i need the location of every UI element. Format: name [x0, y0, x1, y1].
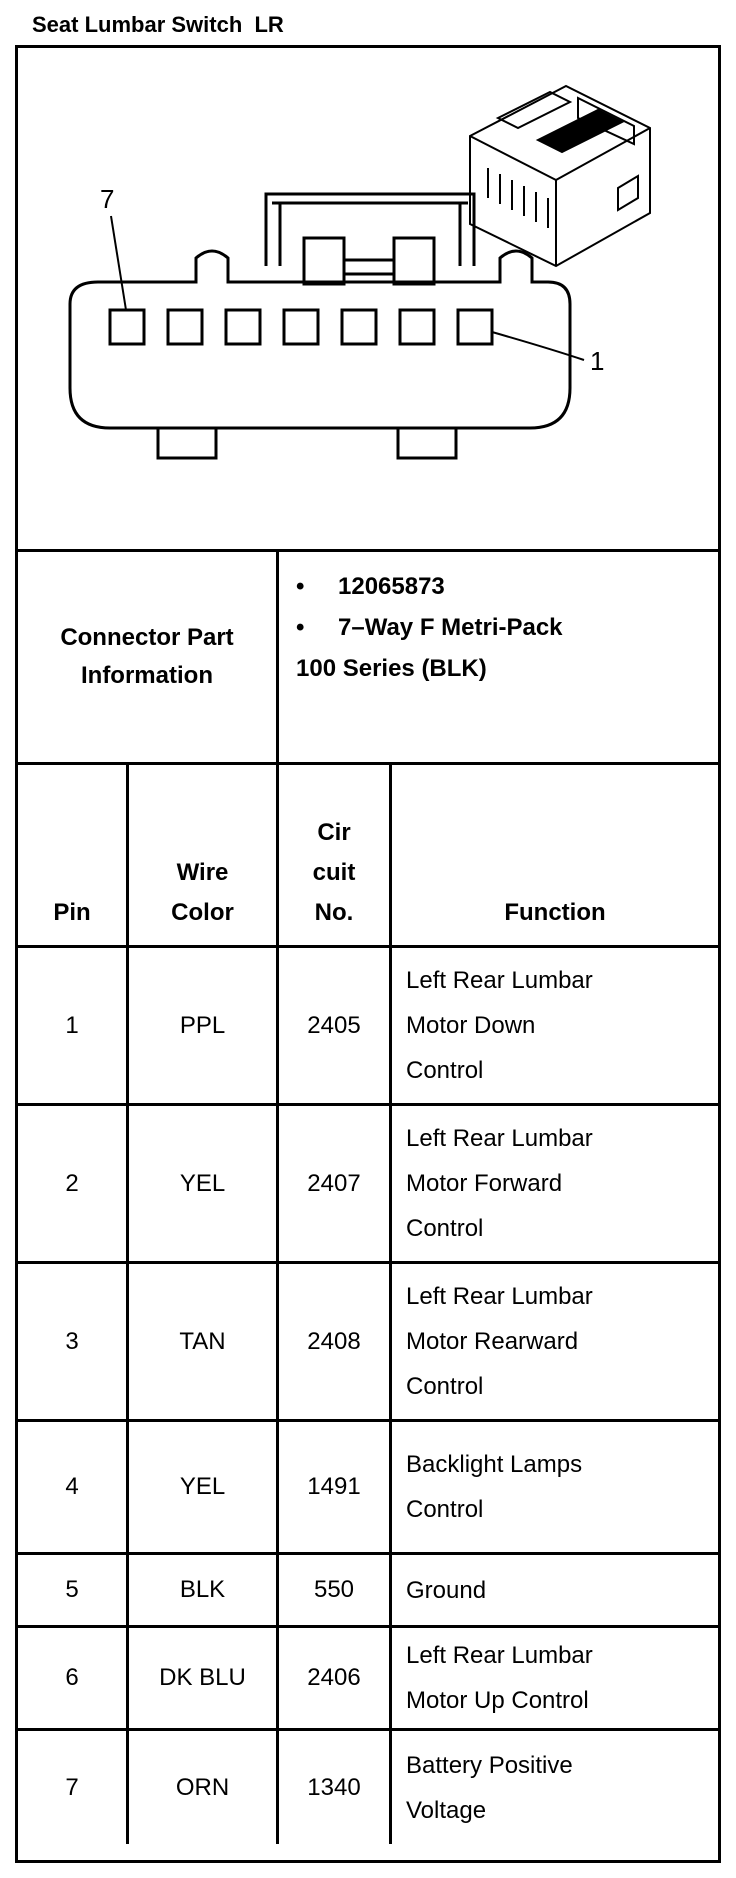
- pin-cavities: [110, 310, 492, 344]
- header-circuit-no: [279, 765, 389, 945]
- bottom-tab-left: [158, 428, 216, 458]
- function-line: Left Rear Lumbar: [406, 1125, 593, 1152]
- header-circuit-no-text: No.: [314, 899, 354, 926]
- pin-cavity-1: [458, 310, 492, 344]
- cell-function: [392, 1422, 718, 1552]
- cell-wire-color: YEL: [179, 1473, 226, 1500]
- header-wire-color-text: Wire: [176, 859, 229, 886]
- cell-function: [392, 1264, 718, 1419]
- table-row: [18, 1628, 718, 1728]
- connector-info-values: [279, 552, 718, 762]
- cell-circuit: 550: [313, 1576, 355, 1603]
- function-line: Motor Down: [406, 1012, 536, 1039]
- function-line: Backlight Lamps: [406, 1451, 583, 1478]
- table-row: [18, 1422, 718, 1552]
- pin-cavity-3: [342, 310, 376, 344]
- function-line: Motor Forward: [406, 1170, 563, 1197]
- function-line: Control: [406, 1373, 484, 1400]
- cell-wire-color: TAN: [179, 1327, 226, 1355]
- cell-function: [392, 948, 718, 1103]
- callout-label-1: 1: [590, 346, 605, 376]
- table-row: [18, 1106, 718, 1261]
- function-line: Motor Up Control: [406, 1687, 589, 1714]
- divider: [126, 765, 129, 1844]
- connector-frame: [15, 45, 721, 1863]
- header-circuit-no-text: cuit: [312, 859, 356, 886]
- table-row: [18, 1264, 718, 1419]
- cell-wire-color: BLK: [179, 1576, 226, 1603]
- header-wire-color: [129, 765, 276, 945]
- page-title: Seat Lumbar Switch LR: [32, 12, 284, 37]
- cell-circuit: 2406: [307, 1664, 361, 1691]
- pin-cavity-4: [284, 310, 318, 344]
- divider: [389, 765, 392, 1844]
- cell-wire-color: YEL: [179, 1169, 226, 1197]
- header-circuit-no-text: Cir: [317, 819, 351, 846]
- function-line: Battery Positive: [406, 1751, 573, 1779]
- header-pin: [18, 765, 126, 945]
- cell-function: [392, 1555, 718, 1625]
- bottom-tab-right: [398, 428, 456, 458]
- cell-circuit: 2405: [307, 1011, 361, 1039]
- header-function-text: Function: [504, 899, 606, 926]
- cell-pin: 3: [65, 1327, 79, 1355]
- function-line: Motor Rearward: [406, 1328, 579, 1355]
- cell-pin: 7: [65, 1773, 79, 1801]
- header-wire-color-text: Color: [171, 899, 234, 926]
- cell-function: [392, 1731, 718, 1844]
- header-pin-text: Pin: [53, 899, 91, 926]
- cell-wire-color: DK BLU: [159, 1664, 246, 1691]
- connector-info-label-line1: Connector Part: [60, 624, 234, 651]
- callout-leader-7: [111, 216, 126, 310]
- connector-series: 100 Series (BLK): [296, 655, 487, 682]
- table-row: [18, 1731, 718, 1844]
- function-line: Control: [406, 1215, 484, 1242]
- connector-info-label: [18, 552, 276, 762]
- divider: [276, 765, 279, 1844]
- function-line: Left Rear Lumbar: [406, 1283, 593, 1310]
- function-line: Voltage: [406, 1796, 487, 1824]
- cell-function: [392, 1106, 718, 1261]
- cell-circuit: 2407: [307, 1169, 361, 1197]
- bullet: •: [296, 614, 305, 641]
- connector-diagram: [18, 48, 718, 552]
- cell-wire-color: ORN: [175, 1773, 230, 1801]
- cell-function: [392, 1628, 718, 1728]
- connector-isometric-icon: [470, 86, 650, 266]
- cell-pin: 5: [65, 1576, 79, 1603]
- function-line: Control: [406, 1496, 484, 1523]
- pin-cavity-5: [226, 310, 260, 344]
- cell-circuit: 2408: [307, 1327, 361, 1355]
- cell-circuit: 1491: [307, 1473, 361, 1500]
- function-line: Left Rear Lumbar: [406, 967, 593, 994]
- cell-pin: 2: [65, 1169, 79, 1197]
- cell-pin: 1: [65, 1011, 79, 1039]
- table-row: [18, 948, 718, 1103]
- connector-info-label-line2: Information: [80, 662, 213, 689]
- cell-wire-color: PPL: [179, 1011, 226, 1039]
- pin-cavity-2: [400, 310, 434, 344]
- callout-label-7: 7: [100, 184, 115, 214]
- connector-type: 7–Way F Metri-Pack: [338, 614, 563, 641]
- function-line: Ground: [406, 1576, 487, 1604]
- part-number: 12065873: [338, 573, 445, 600]
- pin-cavity-7: [110, 310, 144, 344]
- table-row: [18, 1555, 718, 1625]
- cell-circuit: 1340: [307, 1773, 361, 1801]
- cell-pin: 4: [65, 1473, 79, 1500]
- connector-face-drawing: [18, 48, 718, 552]
- function-line: Control: [406, 1057, 484, 1084]
- cell-pin: 6: [65, 1664, 79, 1691]
- bullet: •: [296, 573, 305, 600]
- latch-outline: [266, 194, 474, 266]
- pin-cavity-6: [168, 310, 202, 344]
- function-line: Left Rear Lumbar: [406, 1642, 593, 1669]
- header-function: [392, 765, 718, 945]
